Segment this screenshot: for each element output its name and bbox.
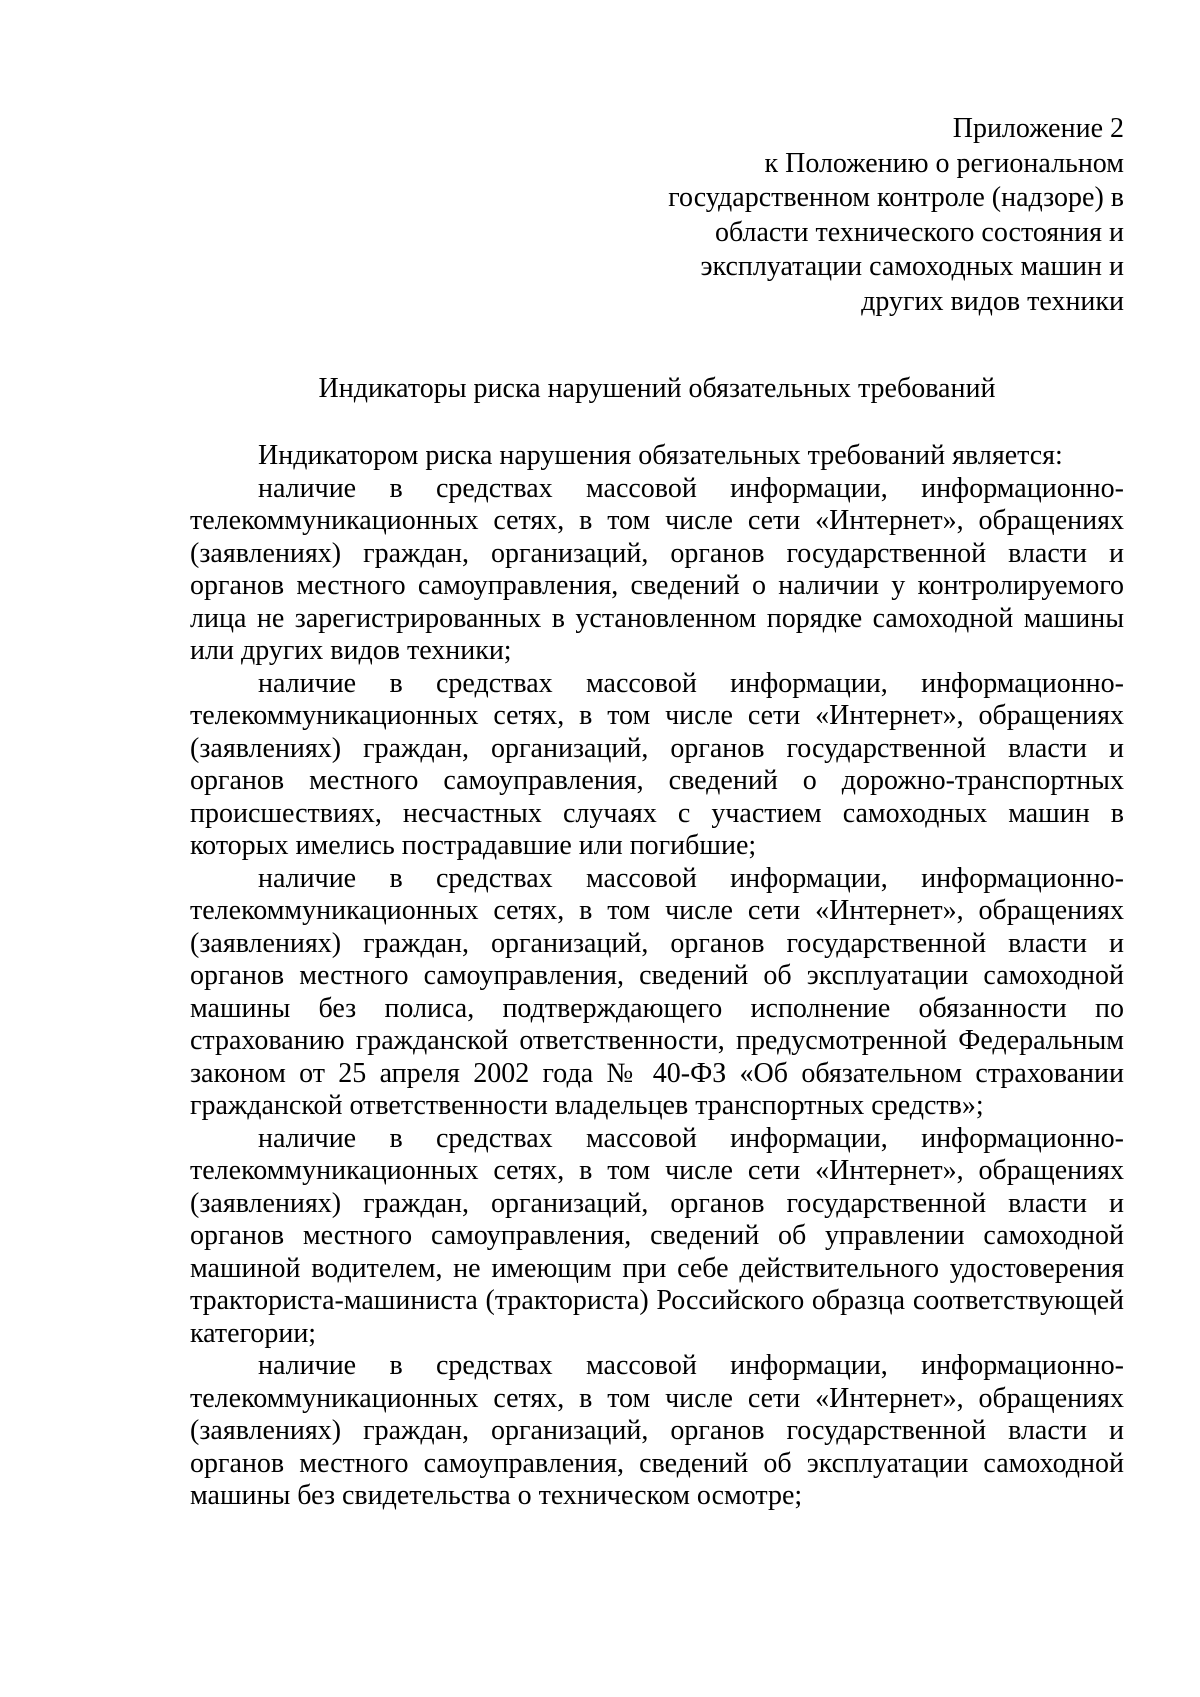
risk-indicator-paragraph: наличие в средствах массовой информации, информационно-телекоммуникационных сетях, в том числе сети «Интернет», обращениях (заявлениях) граждан, организаций, органов государственной власти и органов местного самоуправления, сведений о дорожно-транспортных происшествиях, несчастных случаях с участием самоходных машин в которых имелись пострадавшие или погибшие; — [190, 667, 1124, 861]
appendix-header-line: государственном контроле (надзоре) в — [668, 182, 1124, 213]
document-body — [190, 440, 1124, 1513]
document-title: Индикаторы риска нарушений обязательных требований — [318, 373, 996, 404]
appendix-header-line: области технического состояния и — [714, 216, 1124, 248]
intro-paragraph: Индикатором риска нарушения обязательных требований является: — [258, 440, 1063, 471]
risk-indicator-paragraph: наличие в средствах массовой информации, информационно-телекоммуникационных сетях, в том числе сети «Интернет», обращениях (заявлениях) граждан, организаций, органов государственной власти и органов местного самоуправления, сведений об эксплуатации самоходной машины без свидетельства о техническом осмотре; — [190, 1350, 1124, 1511]
appendix-header-line: эксплуатации самоходных машин и — [700, 251, 1124, 282]
appendix-header — [564, 112, 1124, 319]
risk-indicator-paragraph: наличие в средствах массовой информации, информационно-телекоммуникационных сетях, в том числе сети «Интернет», обращениях (заявлениях) граждан, организаций, органов государственной власти и органов местного самоуправления, сведений о наличии у контролируемого лица не зарегистрированных в установленном порядке самоходной машины или других видов техники; — [190, 472, 1124, 666]
risk-indicator-paragraph: наличие в средствах массовой информации, информационно-телекоммуникационных сетях, в том числе сети «Интернет», обращениях (заявлениях) граждан, организаций, органов государственной власти и органов местного самоуправления, сведений об эксплуатации самоходной машины без полиса, подтверждающего исполнение обязанности по страхованию гражданской ответственности, предусмотренной Федеральным законом от 25 апреля 2002 года № 40-ФЗ «Об обязательном страховании гражданской ответственности владельцев транспортных средств»; — [190, 862, 1124, 1121]
appendix-header-line: к Положению о региональном — [764, 147, 1124, 179]
risk-indicator-paragraph: наличие в средствах массовой информации, информационно-телекоммуникационных сетях, в том числе сети «Интернет», обращениях (заявлениях) граждан, организаций, органов государственной власти и органов местного самоуправления, сведений об управлении самоходной машиной водителем, не имеющим при себе действительного удостоверения тракториста-машиниста (тракториста) Российского образца соответствующей категории; — [190, 1122, 1124, 1349]
appendix-header-line: других видов техники — [861, 285, 1124, 317]
appendix-header-line: Приложение 2 — [952, 113, 1124, 144]
